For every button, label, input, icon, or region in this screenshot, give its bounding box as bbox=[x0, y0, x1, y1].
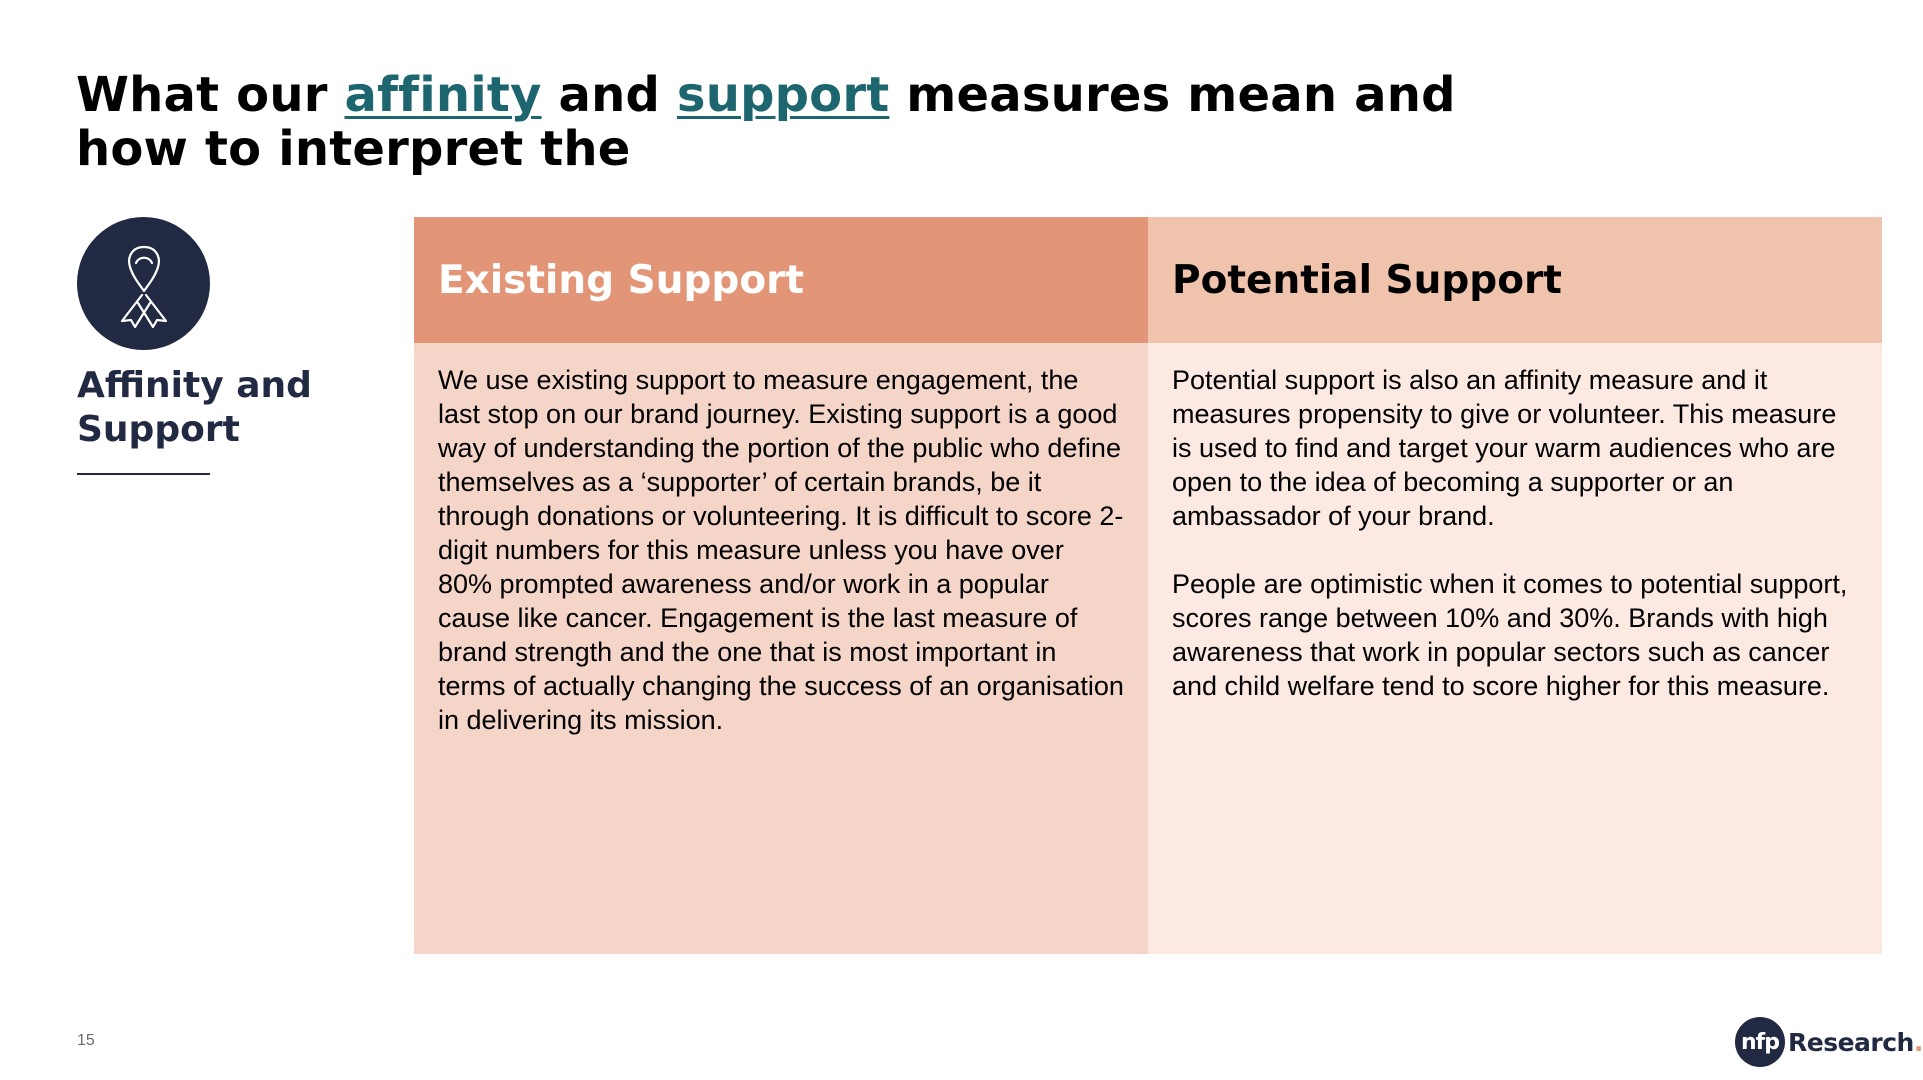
potential-support-panel bbox=[1148, 217, 1882, 954]
slide-title bbox=[76, 68, 1476, 176]
nfp-research-logo bbox=[1735, 1016, 1923, 1068]
existing-support-panel bbox=[414, 217, 1148, 954]
page-number: 15 bbox=[77, 1032, 95, 1049]
logo-text: Research bbox=[1788, 1027, 1914, 1057]
ribbon-icon-badge bbox=[77, 217, 210, 350]
existing-support-header: Existing Support bbox=[414, 217, 1148, 343]
logo-wordmark bbox=[1788, 1028, 1923, 1057]
potential-support-paragraph-2: People are optimistic when it comes to potential support, scores range between 10% and 30%. Brands with high awareness that work in popular sectors such as cancer and child welfare tend to score higher for this measure. bbox=[1172, 569, 1848, 701]
affinity-link[interactable]: affinity bbox=[344, 67, 542, 123]
existing-support-paragraph: We use existing support to measure engagement, the last stop on our brand journey. Existing support is a good way of understanding the portion of the public who define themselves as a ‘supporter’ of certain brands, be it through donations or volunteering. It is difficult to score 2-digit numbers for this measure unless you have over 80% prompted awareness and/or work in a popular cause like cancer. Engagement is the last measure of brand strength and the one that is most important in terms of actually changing the success of an organisation in delivering its mission. bbox=[438, 365, 1124, 735]
support-link[interactable]: support bbox=[676, 67, 890, 123]
potential-support-paragraph-1: Potential support is also an affinity measure and it measures propensity to give or volunteer. This measure is used to find and target your warm audiences who are open to the idea of becoming a supporter or an ambassador of your brand. bbox=[1172, 365, 1837, 531]
heading-divider bbox=[77, 473, 210, 475]
title-part-2: and bbox=[541, 67, 677, 123]
potential-support-header: Potential Support bbox=[1148, 217, 1882, 343]
affinity-support-heading: Affinity and Support bbox=[77, 365, 312, 450]
logo-dot: . bbox=[1913, 1027, 1923, 1057]
ribbon-icon bbox=[112, 241, 176, 327]
title-part-3: measures mean and how to interpret the bbox=[76, 67, 1456, 177]
title-part-1: What our bbox=[76, 67, 345, 123]
existing-support-body bbox=[414, 343, 1148, 737]
nfp-logo-mark: nfp bbox=[1735, 1017, 1785, 1067]
potential-support-body bbox=[1148, 343, 1882, 703]
